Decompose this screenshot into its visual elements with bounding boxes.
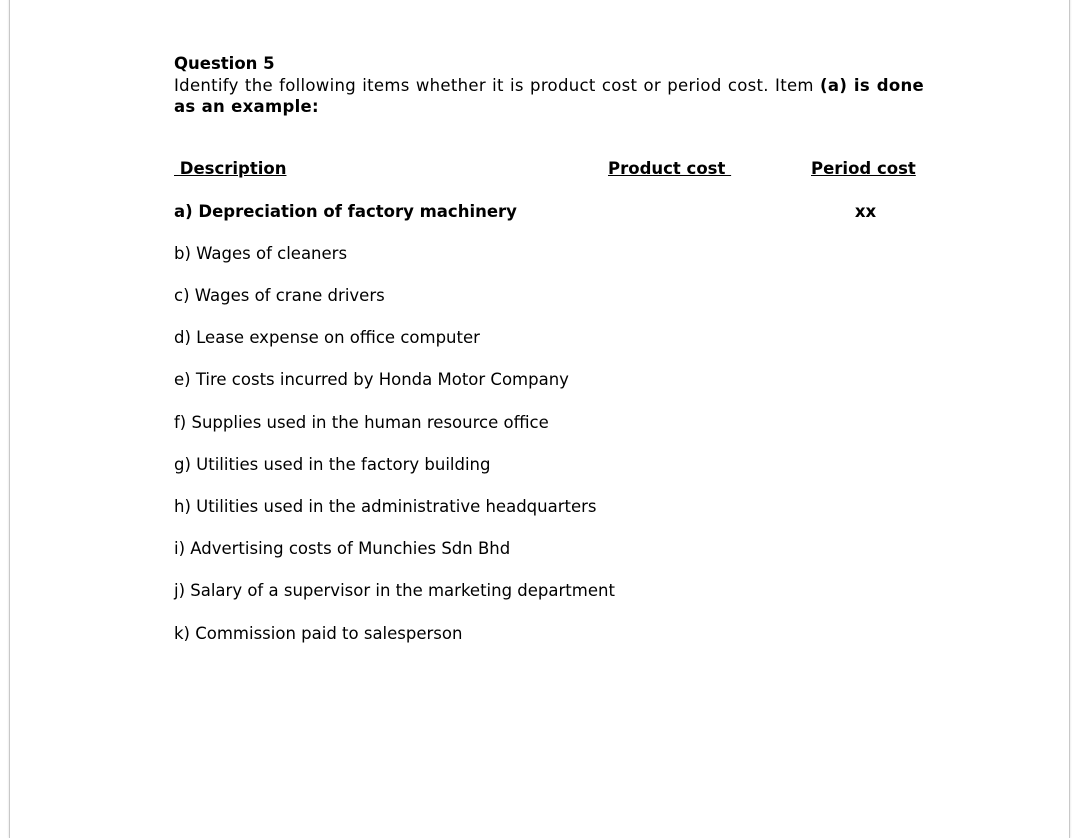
row-description: d) Lease expense on office computer [174, 328, 480, 347]
row-description: e) Tire costs incurred by Honda Motor Company [174, 370, 569, 389]
table-row [174, 202, 924, 224]
row-description: h) Utilities used in the administrative headquarters [174, 497, 597, 516]
row-description: j) Salary of a supervisor in the marketing department [174, 581, 615, 600]
row-description: a) Depreciation of factory machinery [174, 202, 517, 221]
table-row [174, 539, 924, 561]
table-row [174, 497, 924, 519]
row-description: b) Wages of cleaners [174, 244, 348, 263]
table-row [174, 413, 924, 435]
row-description: k) Commission paid to salesperson [174, 624, 463, 643]
header-product-cost: Product cost [608, 159, 732, 178]
table-row [174, 624, 924, 646]
table-row [174, 286, 924, 308]
header-period-cost: Period cost [811, 159, 916, 178]
row-description: g) Utilities used in the factory building [174, 455, 491, 474]
table-row [174, 370, 924, 392]
question-instruction [174, 75, 924, 117]
table-row [174, 581, 924, 603]
header-description: Description [174, 159, 287, 178]
table-row [174, 455, 924, 477]
question-title: Question 5 [174, 54, 275, 73]
row-period-cost: xx [854, 202, 877, 221]
row-description: f) Supplies used in the human resource office [174, 413, 549, 432]
table-row [174, 328, 924, 350]
row-description: i) Advertising costs of Munchies Sdn Bhd [174, 539, 511, 558]
document-page [9, 0, 1070, 838]
instruction-text: Identify the following items whether it is product cost or period cost. Item [174, 76, 821, 95]
instruction-bold-text: (a) is done as an example: [174, 76, 924, 116]
row-description: c) Wages of crane drivers [174, 286, 385, 305]
table-row [174, 244, 924, 266]
